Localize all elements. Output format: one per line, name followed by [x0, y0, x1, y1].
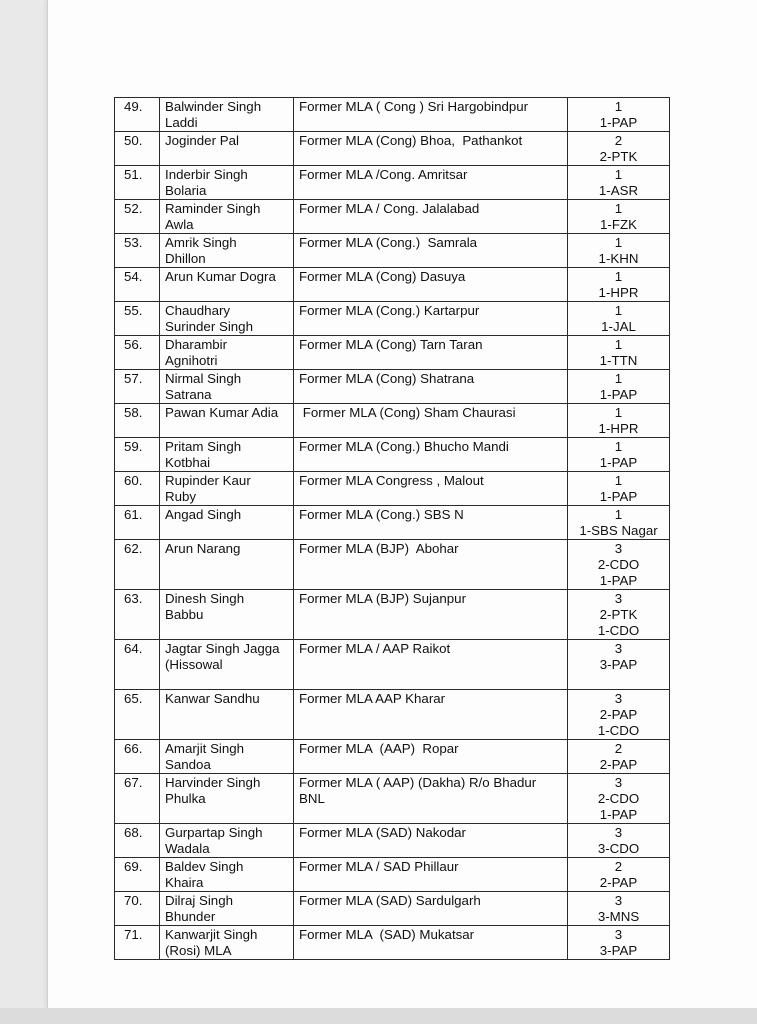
name-line: Amrik Singh [165, 235, 237, 250]
table-row [115, 166, 670, 200]
name-line: Balwinder Singh [165, 99, 262, 114]
security-cell [568, 404, 670, 438]
serial-number-cell: 69. [115, 858, 160, 892]
designation-cell: Former MLA (Cong) Bhoa, Pathankot [294, 132, 568, 166]
security-line: 1 [614, 405, 623, 420]
name-cell [160, 370, 294, 404]
security-line: 1-PAP [599, 573, 638, 588]
serial-number-cell: 59. [115, 438, 160, 472]
designation-cell: Former MLA (SAD) Sardulgarh [294, 892, 568, 926]
security-line: 2-PTK [599, 607, 638, 622]
table-row [115, 234, 670, 268]
security-line: 1-PAP [599, 115, 638, 130]
name-cell [160, 858, 294, 892]
name-line: Wadala [165, 841, 210, 856]
security-line: 3 [614, 541, 623, 556]
table-row [115, 892, 670, 926]
security-cell [568, 200, 670, 234]
name-cell [160, 268, 294, 302]
security-line: 1-JAL [601, 319, 636, 334]
name-line: Rupinder Kaur [165, 473, 251, 488]
table-row [115, 926, 670, 960]
serial-number-cell: 57. [115, 370, 160, 404]
designation-cell: Former MLA (Cong.) Samrala [294, 234, 568, 268]
security-cell [568, 234, 670, 268]
name-line: Raminder Singh [165, 201, 261, 216]
table-row [115, 438, 670, 472]
name-line: Baldev Singh [165, 859, 244, 874]
name-line: Bolaria [165, 183, 207, 198]
serial-number-cell: 51. [115, 166, 160, 200]
name-cell [160, 774, 294, 824]
name-line: Khaira [165, 875, 204, 890]
designation-cell: Former MLA ( Cong ) Sri Hargobindpur [294, 98, 568, 132]
name-line: Kotbhai [165, 455, 211, 470]
name-line: Awla [165, 217, 194, 232]
security-cell [568, 370, 670, 404]
security-cell [568, 540, 670, 590]
security-cell [568, 740, 670, 774]
designation-cell: Former MLA (SAD) Nakodar [294, 824, 568, 858]
name-line: Angad Singh [165, 507, 242, 522]
security-cell [568, 302, 670, 336]
security-line: 1 [614, 99, 623, 114]
security-line: 2-PTK [599, 149, 638, 164]
table-row [115, 472, 670, 506]
serial-number-cell: 52. [115, 200, 160, 234]
name-cell [160, 132, 294, 166]
security-cell [568, 858, 670, 892]
table-row [115, 740, 670, 774]
serial-number-cell: 67. [115, 774, 160, 824]
table-row [115, 858, 670, 892]
security-line: 1 [614, 439, 623, 454]
designation-cell: Former MLA (Cong) Dasuya [294, 268, 568, 302]
security-table [114, 97, 670, 960]
name-cell [160, 640, 294, 690]
designation-cell: Former MLA Congress , Malout [294, 472, 568, 506]
name-line: Agnihotri [165, 353, 218, 368]
security-line: 1-HPR [598, 285, 639, 300]
security-line: 2 [614, 741, 623, 756]
name-line: Sandoa [165, 757, 211, 772]
security-line: 1-PAP [599, 807, 638, 822]
security-line: 1 [614, 201, 623, 216]
name-cell [160, 824, 294, 858]
security-line: 3 [614, 691, 623, 706]
name-line: Dharambir [165, 337, 228, 352]
security-line: 1 [614, 303, 623, 318]
table-row [115, 132, 670, 166]
name-cell [160, 98, 294, 132]
name-cell [160, 438, 294, 472]
name-line: Bhunder [165, 909, 216, 924]
table-row [115, 370, 670, 404]
serial-number-cell: 56. [115, 336, 160, 370]
name-cell [160, 302, 294, 336]
security-cell [568, 506, 670, 540]
serial-number-cell: 55. [115, 302, 160, 336]
name-line: Pawan Kumar Adia [165, 405, 279, 420]
security-line: 1-PAP [599, 455, 638, 470]
security-line: 2-CDO [597, 791, 640, 806]
serial-number-cell: 54. [115, 268, 160, 302]
security-line: 2-PAP [599, 707, 638, 722]
designation-cell: Former MLA ( AAP) (Dakha) R/o Bhadur BNL [294, 774, 568, 824]
security-cell [568, 774, 670, 824]
security-line: 1 [614, 337, 623, 352]
security-line: 3-PAP [599, 943, 638, 958]
security-line: 1-KHN [598, 251, 639, 266]
scan-background [0, 1008, 757, 1024]
designation-cell: Former MLA / SAD Phillaur [294, 858, 568, 892]
serial-number-cell: 62. [115, 540, 160, 590]
name-line: Surinder Singh [165, 319, 253, 334]
security-line: 3-PAP [599, 657, 638, 672]
designation-cell: Former MLA (SAD) Mukatsar [294, 926, 568, 960]
serial-number-cell: 61. [115, 506, 160, 540]
table-row [115, 590, 670, 640]
serial-number-cell: 63. [115, 590, 160, 640]
designation-cell: Former MLA (Cong.) SBS N [294, 506, 568, 540]
security-cell [568, 824, 670, 858]
name-line: Gurpartap Singh [165, 825, 263, 840]
security-cell [568, 438, 670, 472]
name-line: Dinesh Singh [165, 591, 245, 606]
name-line: Satrana [165, 387, 212, 402]
security-line: 1-CDO [597, 623, 640, 638]
name-line: (Hissowal [165, 657, 223, 672]
security-cell [568, 166, 670, 200]
security-cell [568, 690, 670, 740]
security-line: 1-ASR [598, 183, 639, 198]
security-line: 3 [614, 893, 623, 908]
name-line: Arun Kumar Dogra [165, 269, 276, 284]
serial-number-cell: 64. [115, 640, 160, 690]
security-line: 1-CDO [597, 723, 640, 738]
serial-number-cell: 49. [115, 98, 160, 132]
name-cell [160, 336, 294, 370]
designation-cell: Former MLA (AAP) Ropar [294, 740, 568, 774]
serial-number-cell: 70. [115, 892, 160, 926]
serial-number-cell: 60. [115, 472, 160, 506]
security-line: 1-HPR [598, 421, 639, 436]
serial-number-cell: 71. [115, 926, 160, 960]
name-line: Harvinder Singh [165, 775, 261, 790]
name-cell [160, 404, 294, 438]
security-line: 1-SBS Nagar [579, 523, 658, 538]
name-cell [160, 590, 294, 640]
security-cell [568, 336, 670, 370]
name-cell [160, 740, 294, 774]
security-line: 3 [614, 825, 623, 840]
security-cell [568, 472, 670, 506]
security-cell [568, 892, 670, 926]
designation-cell: Former MLA / AAP Raikot [294, 640, 568, 690]
security-cell [568, 926, 670, 960]
designation-cell: Former MLA (BJP) Sujanpur [294, 590, 568, 640]
name-cell [160, 540, 294, 590]
security-cell [568, 98, 670, 132]
table-row [115, 640, 670, 690]
security-line: 1-PAP [599, 489, 638, 504]
name-line: Dilraj Singh [165, 893, 233, 908]
serial-number-cell: 58. [115, 404, 160, 438]
security-line: 1 [614, 235, 623, 250]
table-row [115, 200, 670, 234]
security-line: 3 [614, 591, 623, 606]
designation-cell: Former MLA (Cong) Shatrana [294, 370, 568, 404]
serial-number-cell: 65. [115, 690, 160, 740]
table-row [115, 268, 670, 302]
table-row [115, 506, 670, 540]
name-line: Chaudhary [165, 303, 231, 318]
serial-number-cell: 53. [115, 234, 160, 268]
security-line: 1-PAP [599, 387, 638, 402]
name-line: Amarjit Singh [165, 741, 245, 756]
designation-cell: Former MLA (BJP) Abohar [294, 540, 568, 590]
table-row [115, 690, 670, 740]
serial-number-cell: 50. [115, 132, 160, 166]
security-line: 2 [614, 133, 623, 148]
table-row [115, 404, 670, 438]
name-line: (Rosi) MLA [165, 943, 232, 958]
name-cell [160, 472, 294, 506]
name-line: Arun Narang [165, 541, 241, 556]
serial-number-cell: 66. [115, 740, 160, 774]
name-line: Inderbir Singh [165, 167, 248, 182]
name-line: Ruby [165, 489, 197, 504]
name-line: Pritam Singh [165, 439, 242, 454]
security-line: 2-PAP [599, 875, 638, 890]
name-cell [160, 200, 294, 234]
table-row [115, 774, 670, 824]
security-line: 1 [614, 473, 623, 488]
name-line: Jagtar Singh Jagga [165, 641, 280, 656]
name-line: Joginder Pal [165, 133, 239, 148]
table-row [115, 540, 670, 590]
security-line: 1-TTN [599, 353, 638, 368]
security-line: 2 [614, 859, 623, 874]
designation-cell: Former MLA (Cong) Tarn Taran [294, 336, 568, 370]
serial-number-cell: 68. [115, 824, 160, 858]
security-line: 3 [614, 927, 623, 942]
table-body [115, 98, 670, 960]
security-line: 3 [614, 641, 623, 656]
name-cell [160, 234, 294, 268]
security-cell [568, 590, 670, 640]
security-line: 1 [614, 371, 623, 386]
name-line: Dhillon [165, 251, 206, 266]
name-line: Kanwar Sandhu [165, 691, 260, 706]
security-line: 1 [614, 507, 623, 522]
designation-cell: Former MLA (Cong) Sham Chaurasi [294, 404, 568, 438]
name-cell [160, 926, 294, 960]
table-row [115, 302, 670, 336]
security-line: 2-PAP [599, 757, 638, 772]
name-line: Babbu [165, 607, 204, 622]
security-line: 1-FZK [600, 217, 637, 232]
table-row [115, 824, 670, 858]
table-row [115, 98, 670, 132]
name-cell [160, 690, 294, 740]
security-cell [568, 132, 670, 166]
name-cell [160, 892, 294, 926]
security-line: 3 [614, 775, 623, 790]
security-line: 2-CDO [597, 557, 640, 572]
name-cell [160, 166, 294, 200]
designation-cell: Former MLA / Cong. Jalalabad [294, 200, 568, 234]
name-line: Phulka [165, 791, 206, 806]
name-line: Nirmal Singh [165, 371, 242, 386]
security-cell [568, 640, 670, 690]
designation-cell: Former MLA AAP Kharar [294, 690, 568, 740]
designation-cell: Former MLA /Cong. Amritsar [294, 166, 568, 200]
designation-cell: Former MLA (Cong.) Bhucho Mandi [294, 438, 568, 472]
name-cell [160, 506, 294, 540]
security-cell [568, 268, 670, 302]
security-line: 3-CDO [597, 841, 640, 856]
designation-cell: Former MLA (Cong.) Kartarpur [294, 302, 568, 336]
security-line: 1 [614, 167, 623, 182]
name-line: Kanwarjit Singh [165, 927, 258, 942]
security-line: 1 [614, 269, 623, 284]
table-row [115, 336, 670, 370]
security-line: 3-MNS [597, 909, 640, 924]
name-line: Laddi [165, 115, 198, 130]
